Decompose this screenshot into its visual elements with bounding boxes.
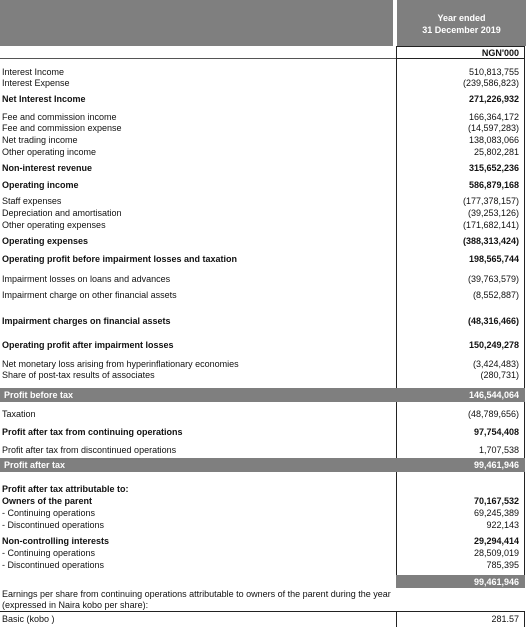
eps-basic-label: Basic (kobo ) [2,614,55,624]
taxation-label: Taxation [2,409,36,419]
depreciation-label: Depreciation and amortisation [2,208,122,218]
associates-share-value: (280,731) [480,370,519,380]
value-column-left-border [396,46,397,588]
associates-share-label: Share of post-tax results of associates [2,370,155,380]
eps-column-left-border [396,611,397,627]
operating-income-value: 586,879,168 [468,180,519,190]
fee-expense-label: Fee and commission expense [2,123,122,133]
non-interest-revenue-value: 315,652,236 [468,163,519,173]
hyperinflation-loss-value: (3,424,483) [472,359,519,369]
header-band [0,0,393,46]
operating-expenses-value: (388,313,424) [462,236,519,246]
impairment-total-label: Impairment charges on financial assets [2,316,171,326]
nci-continuing-label: - Continuing operations [2,548,96,558]
owners-discontinued-value: 922,143 [486,520,519,530]
staff-expenses-value: (177,378,157) [462,196,519,206]
profit-before-tax-band [0,388,525,402]
profit-continuing-value: 97,754,408 [473,427,519,437]
owners-parent-value: 70,167,532 [473,496,519,506]
other-operating-expenses-value: (171,682,141) [462,220,519,230]
owners-parent-label: Owners of the parent [2,496,93,506]
nci-value: 29,294,414 [473,536,519,546]
nci-discontinued-label: - Discontinued operations [2,560,105,570]
header-rule [0,58,396,59]
column-header [397,0,526,46]
taxation-value: (48,789,656) [467,409,519,419]
net-interest-income-label: Net Interest Income [2,94,86,104]
net-trading-income-label: Net trading income [2,135,78,145]
fee-income-label: Fee and commission income [2,112,117,122]
eps-heading-line-2: (expressed in Naira kobo per share): [2,600,149,610]
net-interest-income-value: 271,226,932 [468,94,519,104]
impairment-loans-value: (39,763,579) [467,274,519,284]
value-column-right-border [524,46,525,588]
operating-income-label: Operating income [2,180,79,190]
depreciation-value: (39,253,126) [467,208,519,218]
owners-discontinued-label: - Discontinued operations [2,520,105,530]
profit-discontinued-label: Profit after tax from discontinued operations [2,445,177,455]
fee-income-value: 166,364,172 [468,112,519,122]
profit-after-tax-band [0,458,525,472]
other-operating-income-label: Other operating income [2,147,97,157]
staff-expenses-label: Staff expenses [2,196,62,206]
op-profit-after-impairment-value: 150,249,278 [468,340,519,350]
net-trading-income-value: 138,083,066 [468,135,519,145]
hyperinflation-loss-label: Net monetary loss arising from hyperinflationary economies [2,359,239,369]
value-column-top-border [396,46,525,47]
fee-expense-value: (14,597,283) [467,123,519,133]
eps-heading-line-1: Earnings per share from continuing operations attributable to owners of the parent during the year [2,589,391,599]
nci-discontinued-value: 785,395 [486,560,519,570]
impairment-other-value: (8,552,887) [472,290,519,300]
profit-before-tax-label: Profit before tax [4,390,74,400]
eps-basic-value: 281.57 [491,614,519,624]
interest-expense-value: (239,586,823) [462,78,519,88]
other-operating-income-value: 25,802,281 [473,147,519,157]
eps-top-rule [0,611,525,612]
profit-continuing-label: Profit after tax from continuing operations [2,427,183,437]
impairment-loans-label: Impairment losses on loans and advances [2,274,171,284]
currency-underline [396,58,525,59]
other-operating-expenses-label: Other operating expenses [2,220,106,230]
non-interest-revenue-label: Non-interest revenue [2,163,93,173]
interest-income-value: 510,813,755 [468,67,519,77]
owners-continuing-label: - Continuing operations [2,508,96,518]
op-profit-before-impairment-value: 198,565,744 [468,254,519,264]
operating-expenses-label: Operating expenses [2,236,89,246]
interest-income-label: Interest Income [2,67,65,77]
eps-column-right-border [524,611,525,627]
profit-after-tax-value: 99,461,946 [473,460,519,470]
nci-label: Non-controlling interests [2,536,110,546]
op-profit-before-impairment-label: Operating profit before impairment losses and taxation [2,254,238,264]
period-line-1: Year ended [437,13,486,23]
nci-continuing-value: 28,509,019 [473,548,519,558]
op-profit-after-impairment-label: Operating profit after impairment losses [2,340,174,350]
interest-expense-label: Interest Expense [2,78,70,88]
owners-continuing-value: 69,245,389 [473,508,519,518]
profit-before-tax-value: 146,544,064 [468,390,519,400]
currency-label: NGN'000 [481,48,519,58]
profit-discontinued-value: 1,707,538 [478,445,519,455]
period-line-2: 31 December 2019 [422,25,501,35]
impairment-total-value: (48,316,466) [467,316,519,326]
impairment-other-label: Impairment charge on other financial assets [2,290,177,300]
profit-after-tax-label: Profit after tax [4,460,66,470]
attributable-heading: Profit after tax attributable to: [2,484,129,494]
attributable-total-value: 99,461,946 [473,577,519,587]
